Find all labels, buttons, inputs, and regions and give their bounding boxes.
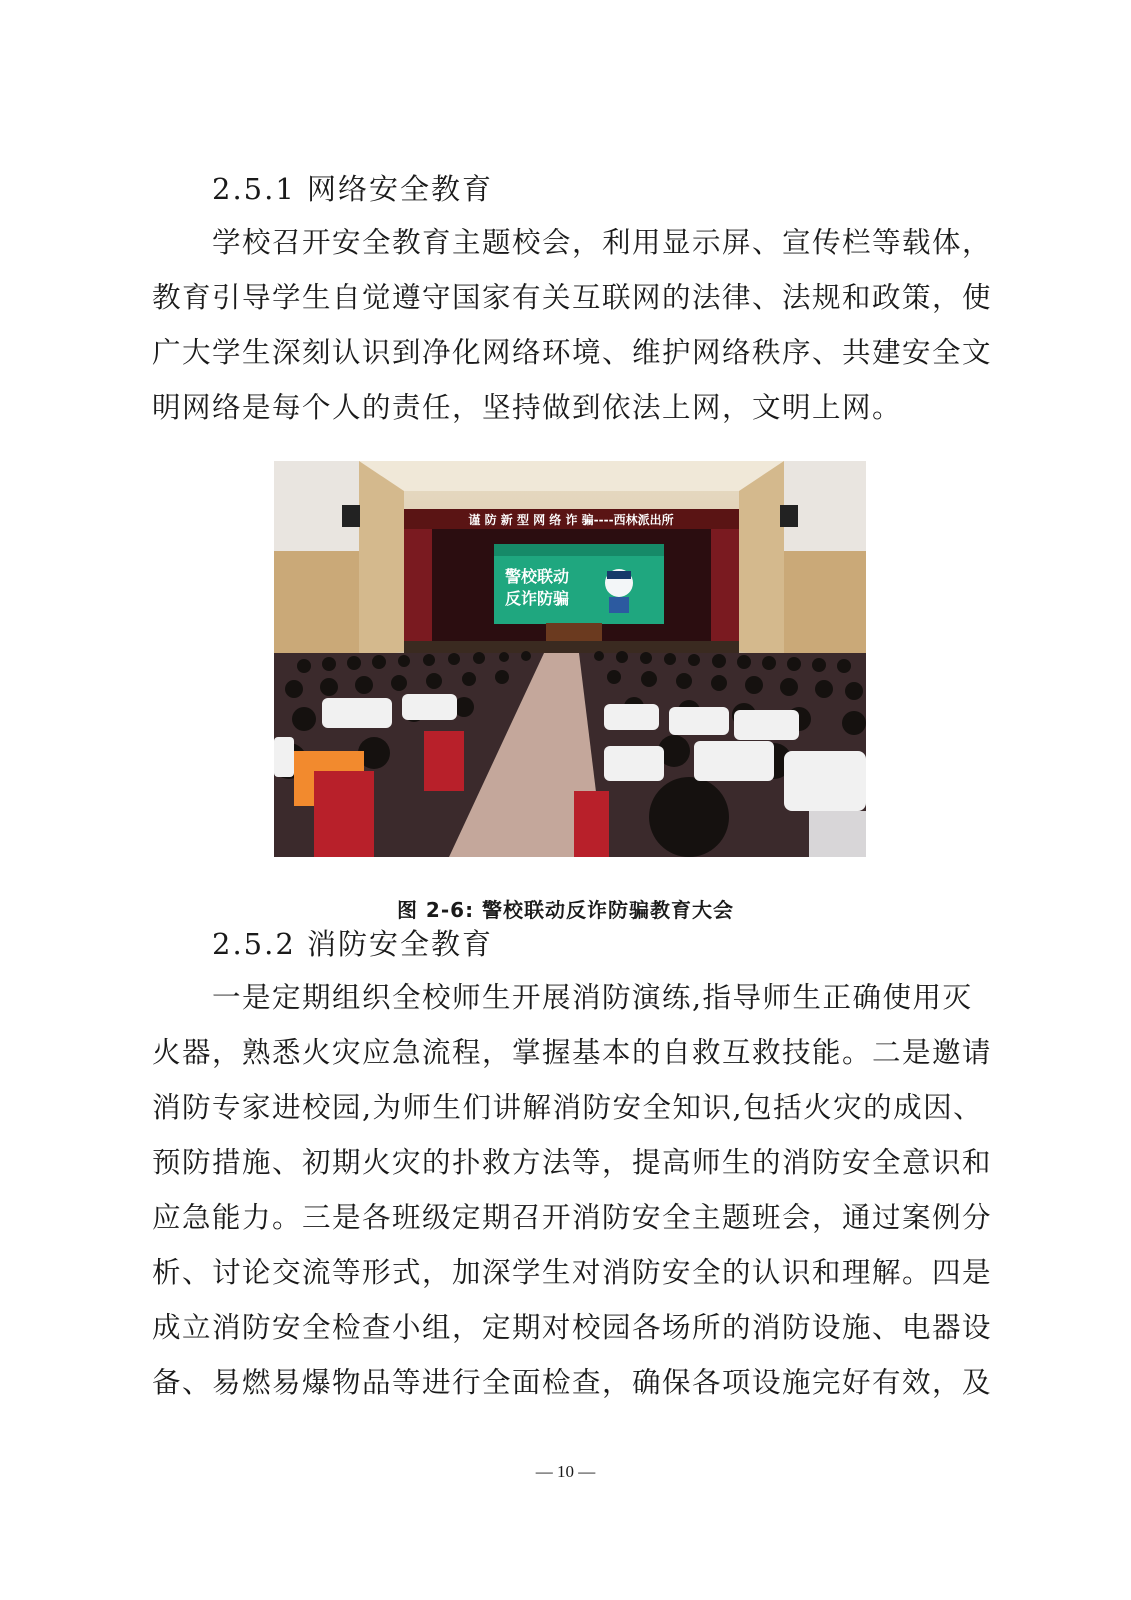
paragraph-line: 备、易燃易爆物品等进行全面检查，确保各项设施完好有效，及 bbox=[152, 1366, 993, 1399]
screen-title-line-2: 反诈防骗 bbox=[504, 589, 570, 608]
paragraph-line: 火器，熟悉火灾应急流程，掌握基本的自救互救技能。二是邀请 bbox=[152, 1036, 993, 1069]
section-heading-fire-safety: 2.5.2 消防安全教育 bbox=[212, 927, 494, 961]
paragraph-line: 析、讨论交流等形式，加深学生对消防安全的认识和理解。四是 bbox=[152, 1256, 993, 1289]
paragraph-line: 一是定期组织全校师生开展消防演练,指导师生正确使用灭 bbox=[212, 981, 973, 1014]
paragraph-network-safety bbox=[152, 215, 993, 435]
paragraph-line: 教育引导学生自觉遵守国家有关互联网的法律、法规和政策，使 bbox=[152, 281, 993, 314]
paragraph-line: 广大学生深刻认识到净化网络环境、维护网络秩序、共建安全文 bbox=[152, 336, 993, 369]
page-number: — 10 — bbox=[535, 1462, 596, 1481]
paragraph-line: 明网络是每个人的责任，坚持做到依法上网，文明上网。 bbox=[152, 391, 903, 424]
section-heading-network-safety: 2.5.1 网络安全教育 bbox=[212, 172, 494, 206]
paragraph-line: 学校召开安全教育主题校会，利用显示屏、宣传栏等载体， bbox=[212, 226, 993, 259]
screen-title-line-1: 警校联动 bbox=[504, 567, 570, 586]
paragraph-fire-safety bbox=[152, 970, 993, 1410]
banner-text: 谨 防 新 型 网 络 诈 骗----西林派出所 bbox=[468, 513, 674, 527]
paragraph-line: 应急能力。三是各班级定期召开消防安全主题班会，通过案例分 bbox=[152, 1201, 993, 1234]
figure-caption: 图 2-6: 警校联动反诈防骗教育大会 bbox=[396, 898, 735, 922]
paragraph-line: 成立消防安全检查小组，定期对校园各场所的消防设施、电器设 bbox=[152, 1311, 993, 1344]
paragraph-line: 消防专家进校园,为师生们讲解消防安全知识,包括火灾的成因、 bbox=[152, 1091, 984, 1124]
paragraph-line: 预防措施、初期火灾的扑救方法等，提高师生的消防安全意识和 bbox=[152, 1146, 993, 1179]
auditorium-photo bbox=[274, 461, 866, 857]
